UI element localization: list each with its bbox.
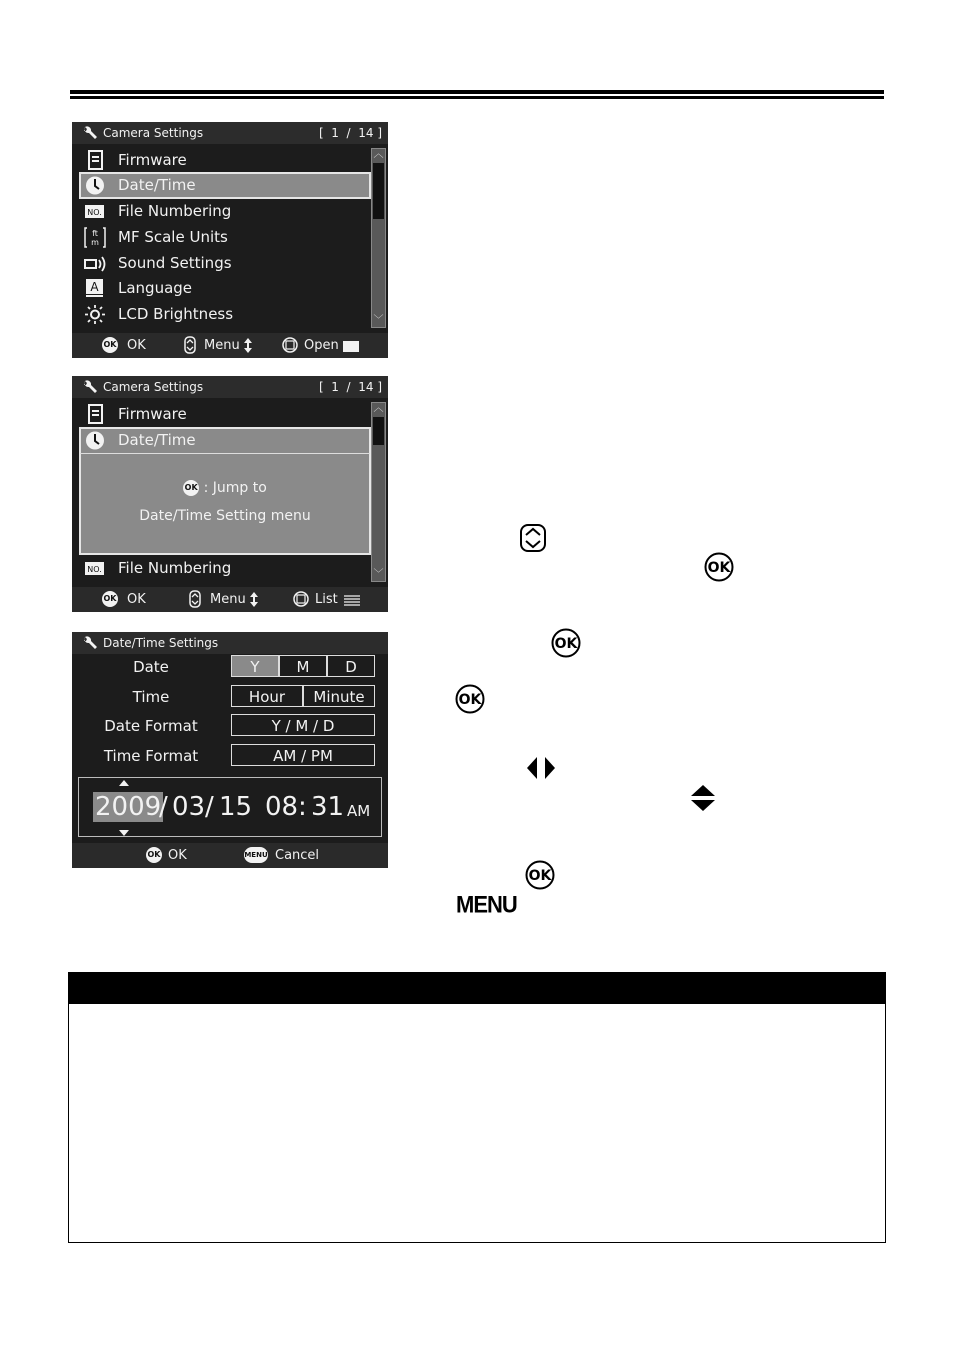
time-format-value[interactable]: AM / PM: [231, 744, 375, 766]
camera-settings-popup-screen: [72, 376, 388, 612]
popup-message-line1: [80, 480, 370, 496]
date-format-label: Date Format: [104, 717, 198, 735]
screen-footer: [72, 587, 388, 612]
up-down-arrow-icon: [244, 338, 252, 353]
datetime-value-panel: [78, 777, 382, 837]
value-up-icon[interactable]: [119, 780, 129, 786]
month-value[interactable]: 03: [172, 792, 206, 822]
ok-button-icon: OK: [102, 337, 118, 353]
svg-text:ft: ft: [92, 229, 98, 238]
scroll-up-icon[interactable]: ︿: [373, 403, 384, 414]
ok-button-icon: OK: [102, 591, 118, 607]
menu-item-label: File Numbering: [118, 202, 232, 220]
footer-list-label: List: [315, 592, 338, 607]
screen-footer: [72, 843, 388, 868]
clock-icon: [84, 175, 106, 196]
date-format-value[interactable]: Y / M / D: [231, 714, 375, 736]
menu-item-file-numbering[interactable]: [80, 199, 370, 224]
language-icon: [84, 278, 106, 299]
scale-units-icon: [84, 227, 106, 248]
clock-icon: [84, 430, 106, 451]
up-down-arrow-icon: [690, 784, 716, 812]
date-separator: /: [159, 792, 168, 822]
camera-settings-screen: [72, 122, 388, 358]
svg-text:m: m: [91, 238, 99, 247]
menu-item-label: Firmware: [118, 151, 187, 169]
svg-text:OK: OK: [528, 868, 552, 884]
popup-message-line2: Date/Time Setting menu: [139, 508, 311, 524]
jump-popup[interactable]: [80, 428, 370, 554]
file-number-icon: [84, 558, 106, 579]
open-panel-icon: [343, 341, 359, 352]
date-day-option[interactable]: D: [327, 655, 375, 677]
time-format-label: Time Format: [103, 747, 199, 765]
page-indicator: [ 1 / 14 ]: [318, 380, 382, 394]
left-right-arrow-icon: [525, 755, 557, 781]
note-box: [68, 1004, 886, 1243]
menu-item-label: File Numbering: [118, 559, 232, 577]
menu-item-firmware[interactable]: [80, 148, 370, 173]
menu-item-file-numbering[interactable]: [80, 556, 370, 581]
firmware-icon: [84, 404, 106, 425]
ok-button-icon: [704, 552, 734, 582]
header-rule-thin: [70, 96, 884, 99]
dial-icon: [519, 523, 547, 553]
ok-button-icon: [455, 684, 485, 714]
menu-item-sound-settings[interactable]: [80, 251, 370, 276]
sub-dial-icon: [282, 337, 298, 353]
footer-ok-label: OK: [127, 592, 146, 607]
menu-item-mf-scale-units[interactable]: [80, 225, 370, 250]
time-colon: :: [298, 792, 307, 822]
sub-dial-icon: [293, 591, 309, 607]
screen-footer: [72, 333, 388, 358]
footer-menu-label: Menu: [210, 592, 246, 607]
wrench-icon: [82, 379, 98, 395]
dial-icon: [184, 336, 196, 354]
menu-button-label: MENU: [456, 890, 517, 919]
ok-button-icon: [551, 628, 581, 658]
menu-item-lcd-brightness[interactable]: [80, 302, 370, 327]
date-format-row: [72, 713, 388, 739]
screen-header: [72, 376, 388, 398]
date-label: Date: [133, 658, 169, 676]
footer-open-label: Open: [304, 338, 339, 353]
dial-icon: [189, 590, 201, 608]
scroll-thumb[interactable]: [373, 417, 384, 445]
wrench-icon: [82, 635, 98, 651]
value-down-icon[interactable]: [119, 830, 129, 836]
menu-item-firmware[interactable]: [80, 402, 370, 427]
footer-cancel-label: Cancel: [275, 848, 320, 863]
list-icon: [344, 595, 360, 606]
date-separator: /: [205, 792, 214, 822]
note-header-bar: [68, 972, 886, 1004]
time-row: [72, 684, 388, 710]
popup-divider: [80, 453, 370, 454]
file-number-icon: [84, 201, 106, 222]
scrollbar[interactable]: [371, 402, 386, 582]
menu-item-language[interactable]: [80, 276, 370, 301]
svg-text:OK: OK: [458, 692, 482, 708]
brightness-icon: [84, 304, 106, 325]
menu-item-datetime[interactable]: [80, 428, 370, 453]
ampm-value[interactable]: AM: [347, 802, 371, 820]
svg-text:OK: OK: [707, 560, 731, 576]
header-rule-thick: [70, 90, 884, 94]
menu-item-label: Language: [118, 279, 193, 297]
menu-item-label: Sound Settings: [118, 254, 232, 272]
screen-title: Camera Settings: [103, 126, 204, 140]
menu-item-label: Firmware: [118, 405, 187, 423]
page-indicator: [ 1 / 14 ]: [318, 126, 382, 140]
menu-item-label: LCD Brightness: [118, 305, 234, 323]
firmware-icon: [84, 150, 106, 171]
ok-button-icon: OK: [183, 480, 199, 496]
screen-title: Camera Settings: [103, 380, 204, 394]
scroll-thumb[interactable]: [373, 163, 384, 219]
menu-item-label: Date/Time: [118, 431, 196, 449]
footer-menu-label: Menu: [204, 338, 240, 353]
time-hour-option[interactable]: Hour: [231, 685, 303, 707]
date-month-option[interactable]: M: [279, 655, 327, 677]
menu-item-datetime[interactable]: [80, 173, 370, 198]
wrench-icon: [82, 125, 98, 141]
ok-button-icon: [525, 860, 555, 890]
time-format-row: [72, 743, 388, 769]
popup-jump-text: : Jump to: [203, 480, 267, 496]
hour-value[interactable]: 08: [265, 792, 299, 822]
datetime-settings-screen: [72, 632, 388, 868]
sound-icon: [84, 253, 106, 274]
day-value[interactable]: 15: [219, 792, 253, 822]
scroll-down-icon[interactable]: ﹀: [373, 569, 384, 580]
screen-title: Date/Time Settings: [103, 636, 219, 650]
date-row: [72, 654, 388, 680]
menu-button-icon: MENU: [244, 847, 268, 863]
footer-ok-label: OK: [168, 848, 187, 863]
svg-text:NO.: NO.: [87, 208, 102, 217]
minute-value[interactable]: 31: [311, 792, 345, 822]
screen-header: [72, 122, 388, 144]
scroll-up-icon[interactable]: ︿: [373, 149, 384, 160]
up-down-arrow-icon: [250, 592, 258, 607]
screen-header: [72, 632, 388, 654]
scroll-down-icon[interactable]: ﹀: [373, 315, 384, 326]
svg-text:OK: OK: [554, 636, 578, 652]
svg-text:NO.: NO.: [87, 565, 102, 574]
svg-text:A: A: [90, 280, 99, 294]
date-year-option[interactable]: Y: [231, 655, 279, 677]
year-value[interactable]: 2009: [95, 792, 162, 822]
menu-item-label: MF Scale Units: [118, 228, 228, 246]
scrollbar[interactable]: [371, 148, 386, 328]
menu-item-label: Date/Time: [118, 176, 196, 194]
footer-ok-label: OK: [127, 338, 146, 353]
time-minute-option[interactable]: Minute: [303, 685, 375, 707]
time-label: Time: [132, 688, 170, 706]
ok-button-icon: OK: [146, 847, 162, 863]
